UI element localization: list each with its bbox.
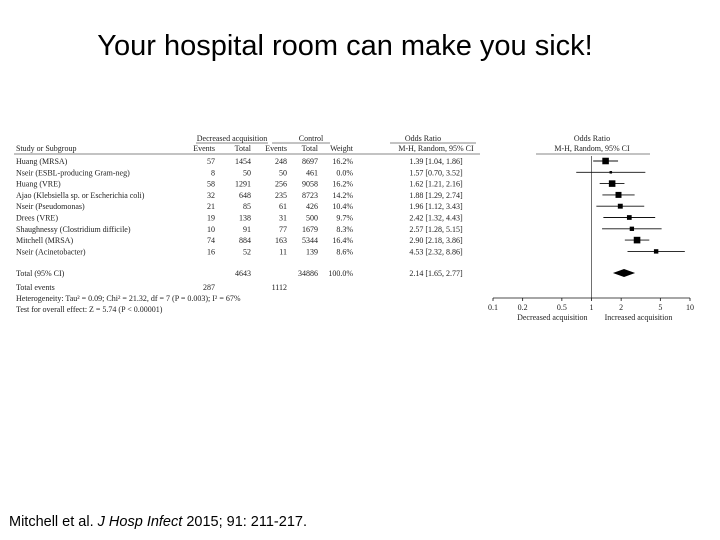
header-total-1: Total	[234, 144, 251, 153]
study-point-marker	[610, 171, 613, 174]
x-tick-label: 10	[686, 303, 694, 312]
study-events-2: 50	[279, 168, 287, 178]
study-total-2: 461	[306, 168, 318, 178]
study-total-1: 138	[239, 213, 251, 223]
study-point-marker	[616, 192, 622, 198]
study-total-1: 884	[239, 236, 251, 246]
header-study: Study or Subgroup	[16, 144, 77, 153]
forest-table	[14, 134, 480, 314]
plot-header-title: Odds Ratio	[573, 134, 611, 143]
study-total-1: 1454	[235, 157, 251, 166]
forest-plot-area	[488, 134, 694, 322]
x-label-increased: Increased acquisition	[604, 313, 673, 322]
study-events-1: 57	[207, 157, 215, 166]
study-point-marker	[654, 249, 658, 253]
study-events-2: 11	[279, 247, 287, 257]
citation	[9, 514, 307, 530]
slide-title: Your hospital room can make you sick!	[97, 30, 593, 62]
x-tick-label: 0.5	[556, 303, 567, 312]
x-tick-label: 2	[619, 303, 624, 312]
citation-details: 2015; 91: 211-217.	[186, 514, 307, 530]
study-name: Nseir (Acinetobacter)	[16, 247, 86, 257]
header-group-decreased: Decreased acquisition	[196, 134, 268, 143]
header-or-method: M-H, Random, 95% CI	[398, 144, 474, 153]
study-name: Nseir (ESBL-producing Gram-neg)	[16, 168, 130, 178]
study-or-ci: 4.53 [2.32, 8.86]	[409, 247, 463, 257]
total-name: Total (95% CI)	[16, 269, 65, 278]
study-point-marker	[634, 237, 641, 244]
study-or-ci: 2.90 [2.18, 3.86]	[409, 236, 463, 246]
x-tick-label: 1	[589, 303, 594, 312]
study-point-marker	[618, 204, 623, 209]
header-or-title: Odds Ratio	[404, 134, 442, 143]
study-total-1: 648	[239, 190, 251, 200]
study-weight: 0.0%	[336, 168, 353, 178]
study-name: Huang (MRSA)	[16, 157, 68, 166]
study-or-ci: 1.62 [1.21, 2.16]	[409, 179, 463, 189]
study-events-2: 248	[275, 157, 287, 166]
study-weight: 16.2%	[332, 157, 353, 166]
study-weight: 16.2%	[332, 179, 353, 189]
study-name: Nseir (Pseudomonas)	[16, 202, 85, 212]
study-weight: 10.4%	[332, 202, 353, 212]
study-events-2: 256	[275, 179, 287, 189]
study-total-2: 500	[306, 213, 318, 223]
study-point-marker	[609, 180, 616, 187]
study-name: Mitchell (MRSA)	[16, 236, 74, 246]
total-events-1: 287	[203, 283, 215, 292]
study-total-1: 85	[243, 202, 251, 212]
plot-header-method: M-H, Random, 95% CI	[554, 144, 630, 153]
study-point-marker	[630, 227, 634, 231]
study-total-2: 426	[306, 202, 318, 212]
header-group-control: Control	[298, 134, 324, 143]
study-weight: 16.4%	[332, 236, 353, 246]
study-total-2: 139	[306, 247, 318, 257]
study-events-2: 77	[279, 224, 287, 234]
study-total-1: 50	[243, 168, 251, 178]
pooled-diamond	[613, 269, 635, 277]
total-total-2: 34886	[298, 269, 318, 278]
header-total-2: Total	[301, 144, 318, 153]
study-events-1: 32	[207, 190, 215, 200]
heterogeneity-text: Heterogeneity: Tau² = 0.09; Chi² = 21.32, df = 7 (P = 0.003); I² = 67%	[16, 294, 241, 303]
study-weight: 9.7%	[336, 213, 353, 223]
study-events-1: 58	[207, 179, 215, 189]
study-events-1: 21	[207, 202, 215, 212]
total-total-1: 4643	[235, 269, 251, 278]
study-or-ci: 1.39 [1.04, 1.86]	[409, 157, 463, 166]
study-total-2: 8723	[302, 190, 318, 200]
header-weight: Weight	[330, 144, 353, 153]
study-events-1: 8	[211, 168, 215, 178]
study-events-1: 10	[207, 224, 215, 234]
study-weight: 8.6%	[336, 247, 353, 257]
study-events-2: 235	[275, 190, 287, 200]
study-or-ci: 1.88 [1.29, 2.74]	[409, 190, 463, 200]
study-events-2: 61	[279, 202, 287, 212]
study-events-2: 31	[279, 213, 287, 223]
study-weight: 8.3%	[336, 224, 353, 234]
study-name: Shaughnessy (Clostridium difficile)	[16, 224, 131, 234]
citation-authors: Mitchell et al.	[9, 514, 94, 530]
study-events-2: 163	[275, 236, 287, 246]
x-tick-label: 5	[658, 303, 663, 312]
study-weight: 14.2%	[332, 190, 353, 200]
header-events-1: Events	[193, 144, 215, 153]
x-tick-label: 0.1	[488, 303, 498, 312]
study-total-2: 1679	[302, 224, 318, 234]
study-events-1: 19	[207, 213, 215, 223]
x-label-decreased: Decreased acquisition	[517, 313, 588, 322]
study-or-ci: 2.57 [1.28, 5.15]	[409, 224, 463, 234]
header-events-2: Events	[265, 144, 287, 153]
overall-effect-text: Test for overall effect: Z = 5.74 (P < 0.00001)	[16, 305, 163, 314]
study-total-2: 8697	[302, 157, 318, 166]
study-name: Ajao (Klebsiella sp. or Escherichia coli)	[16, 190, 145, 200]
study-or-ci: 1.96 [1.12, 3.43]	[409, 202, 463, 212]
x-tick-label: 0.2	[517, 303, 528, 312]
total-events-name: Total events	[16, 283, 55, 292]
total-events-2: 1112	[271, 283, 287, 292]
citation-journal: J Hosp Infect	[97, 514, 183, 530]
study-events-1: 74	[207, 236, 215, 246]
total-weight: 100.0%	[328, 269, 353, 278]
study-total-2: 5344	[302, 236, 318, 246]
total-or-ci: 2.14 [1.65, 2.77]	[409, 269, 463, 278]
study-or-ci: 1.57 [0.70, 3.52]	[409, 168, 463, 178]
study-name: Drees (VRE)	[16, 213, 58, 223]
study-or-ci: 2.42 [1.32, 4.43]	[409, 213, 463, 223]
study-point-marker	[627, 215, 632, 220]
study-total-1: 52	[243, 247, 251, 257]
study-events-1: 16	[207, 247, 215, 257]
study-total-1: 1291	[235, 179, 251, 189]
study-total-1: 91	[243, 224, 251, 234]
study-total-2: 9058	[302, 179, 318, 189]
study-point-marker	[602, 158, 609, 165]
study-name: Huang (VRE)	[16, 179, 61, 189]
